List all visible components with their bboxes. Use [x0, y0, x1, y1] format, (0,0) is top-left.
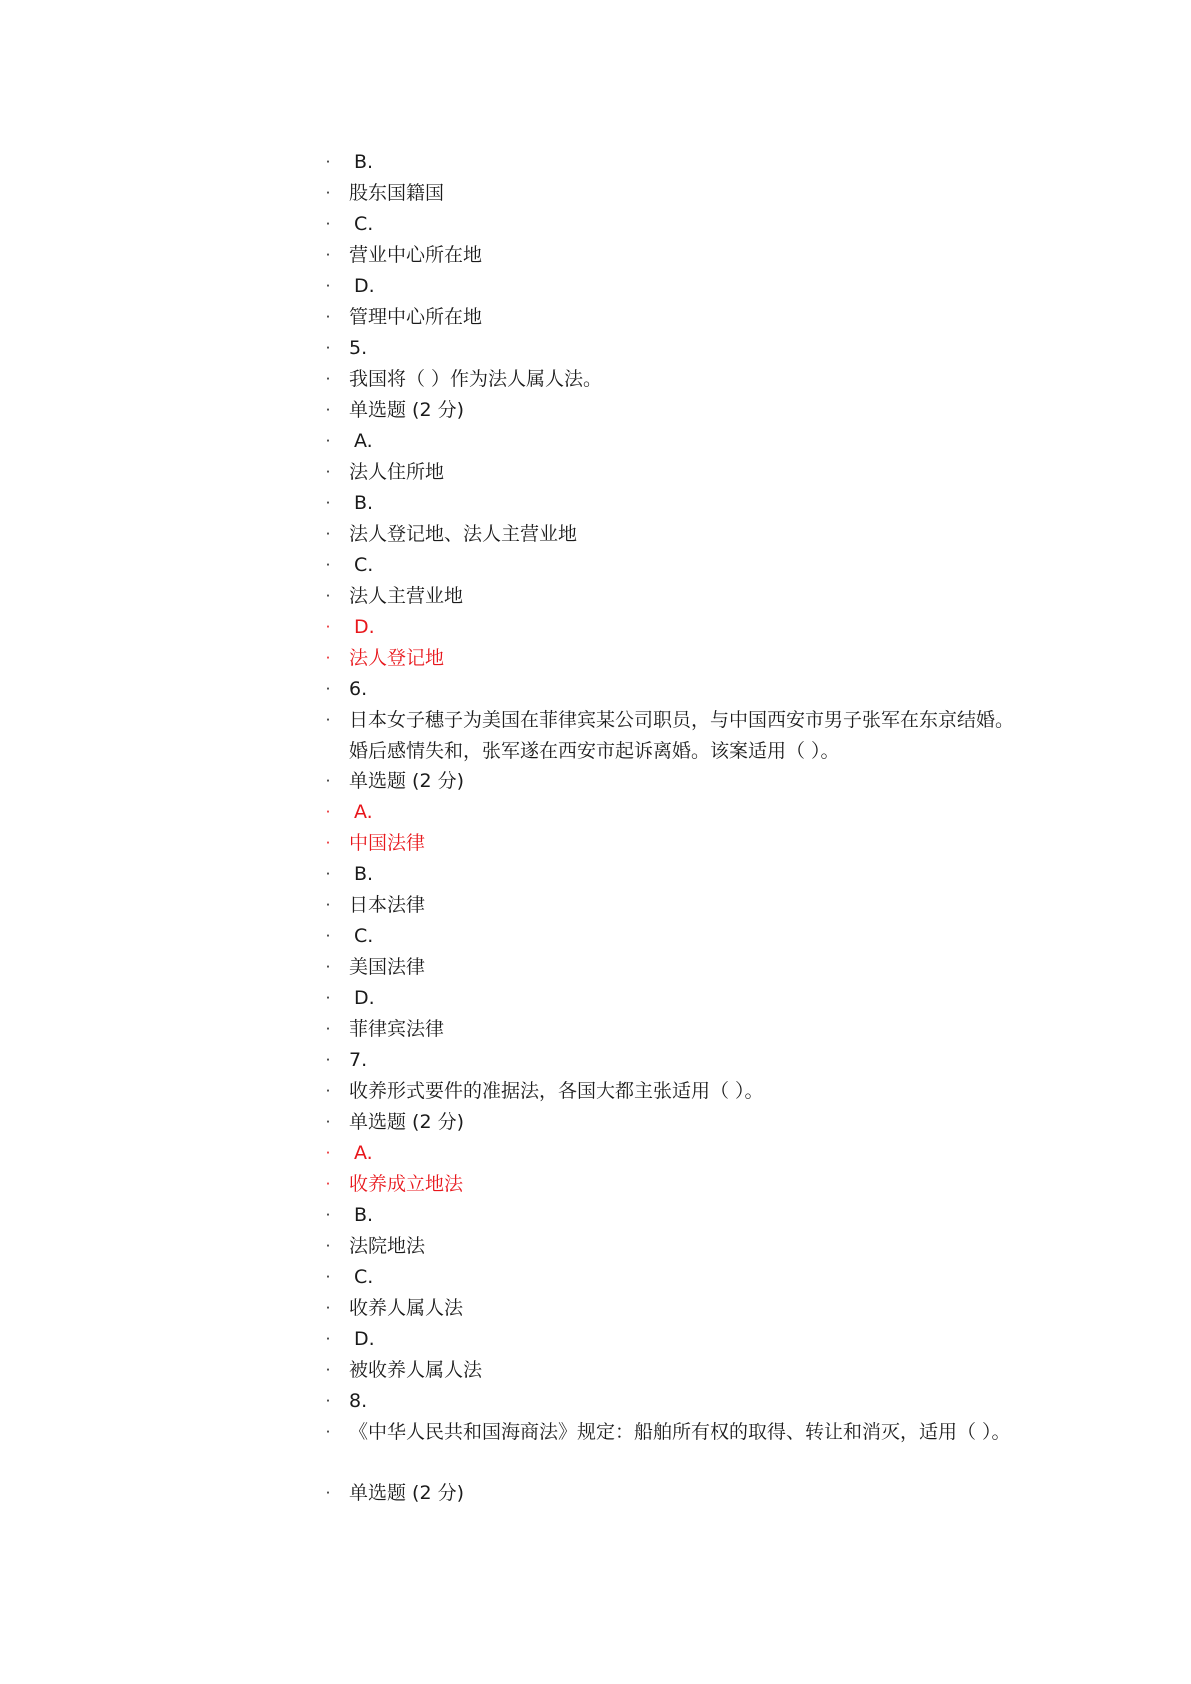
list-item-option-text	[325, 178, 1014, 209]
option-letter-text: B.	[354, 863, 374, 885]
list-item-question-type	[325, 395, 1014, 426]
bullet-dot-icon: ·	[325, 401, 331, 419]
question-type-text: 单选题 (2 分)	[349, 1482, 464, 1504]
bullet-dot-icon: ·	[325, 927, 331, 945]
list-item-question-number	[325, 333, 1014, 364]
bullet-dot-icon: ·	[325, 184, 331, 202]
option-letter-text: C.	[354, 213, 374, 235]
list-item-question-type	[325, 766, 1014, 797]
bullet-dot-icon: ·	[325, 556, 331, 574]
list-item-question-text	[325, 1417, 1014, 1448]
option-text-text: 法人登记地	[349, 647, 445, 669]
bullet-dot-icon: ·	[325, 896, 331, 914]
option-letter-text: C.	[354, 1266, 374, 1288]
option-letter-text: D.	[354, 616, 375, 638]
bullet-dot-icon: ·	[325, 1113, 331, 1131]
list-item-option-letter	[325, 147, 1014, 178]
list-item-option-letter	[325, 1324, 1014, 1355]
list-item-question-text	[325, 705, 1015, 767]
option-text-text: 法人主营业地	[349, 585, 464, 607]
option-letter-text: B.	[354, 492, 374, 514]
list-item-option-letter	[325, 209, 1014, 240]
list-item-option-text	[325, 828, 1014, 859]
list-item-option-letter	[325, 1138, 1014, 1169]
bullet-dot-icon: ·	[325, 1299, 331, 1317]
option-text-text: 被收养人属人法	[349, 1359, 483, 1381]
option-letter-text: D.	[354, 275, 375, 297]
list-item-option-text	[325, 519, 1014, 550]
list-item-option-text	[325, 240, 1014, 271]
bullet-dot-icon: ·	[325, 1082, 331, 1100]
bullet-dot-icon: ·	[325, 1175, 331, 1193]
bullet-dot-icon: ·	[325, 153, 331, 171]
list-item-question-number	[325, 1386, 1014, 1417]
list-item-option-letter	[325, 797, 1014, 828]
bullet-dot-icon: ·	[325, 370, 331, 388]
bullet-dot-icon: ·	[325, 1020, 331, 1038]
question-number-text: 5.	[349, 337, 368, 359]
list-item-option-letter	[325, 271, 1014, 302]
bullet-dot-icon: ·	[325, 432, 331, 450]
question-number-text: 7.	[349, 1049, 368, 1071]
bullet-dot-icon: ·	[325, 834, 331, 852]
bullet-dot-icon: ·	[325, 865, 331, 883]
option-text-text: 法院地法	[349, 1235, 426, 1257]
bullet-dot-icon: ·	[325, 1144, 331, 1162]
list-item-question-type	[325, 1478, 1014, 1509]
bullet-dot-icon: ·	[325, 215, 331, 233]
option-text-text: 股东国籍国	[349, 182, 445, 204]
bullet-dot-icon: ·	[325, 1361, 331, 1379]
list-item-option-text	[325, 457, 1014, 488]
list-item-option-text	[325, 952, 1014, 983]
option-text-text: 菲律宾法律	[349, 1018, 445, 1040]
option-letter-text: C.	[354, 554, 374, 576]
option-text-text: 中国法律	[349, 832, 426, 854]
option-letter-text: C.	[354, 925, 374, 947]
list-item-option-letter	[325, 983, 1014, 1014]
list-item-option-letter	[325, 859, 1014, 890]
list-item-option-text	[325, 1014, 1014, 1045]
bullet-dot-icon: ·	[325, 618, 331, 636]
list-item-question-text	[325, 364, 1014, 395]
bullet-dot-icon: ·	[325, 1268, 331, 1286]
option-text-text: 美国法律	[349, 956, 426, 978]
bullet-dot-icon: ·	[325, 1051, 331, 1069]
list-item-option-letter	[325, 612, 1014, 643]
bullet-dot-icon: ·	[325, 649, 331, 667]
list-item-option-text	[325, 890, 1014, 921]
bullet-dot-icon: ·	[325, 958, 331, 976]
bullet-dot-icon: ·	[325, 1423, 331, 1441]
option-text-text: 日本法律	[349, 894, 426, 916]
bullet-dot-icon: ·	[325, 989, 331, 1007]
list-item-option-letter	[325, 426, 1014, 457]
option-letter-text: B.	[354, 151, 374, 173]
bullet-dot-icon: ·	[325, 525, 331, 543]
list-item-option-letter	[325, 1262, 1014, 1293]
bullet-dot-icon: ·	[325, 463, 331, 481]
list-item-question-text	[325, 1076, 1014, 1107]
bullet-dot-icon: ·	[325, 246, 331, 264]
bullet-dot-icon: ·	[325, 711, 331, 729]
question-number-text: 6.	[349, 678, 368, 700]
option-text-text: 法人登记地、法人主营业地	[349, 523, 578, 545]
option-text-text: 收养成立地法	[349, 1173, 464, 1195]
bullet-dot-icon: ·	[325, 803, 331, 821]
list-item-option-letter	[325, 921, 1014, 952]
bullet-dot-icon: ·	[325, 1484, 331, 1502]
bullet-dot-icon: ·	[325, 1330, 331, 1348]
bullet-dot-icon: ·	[325, 772, 331, 790]
question-type-text: 单选题 (2 分)	[349, 399, 464, 421]
question-text-text: 收养形式要件的准据法，各国大都主张适用（ ）。	[349, 1080, 764, 1102]
option-letter-text: A.	[354, 1142, 373, 1164]
question-text-text: 《中华人民共和国海商法》规定：船舶所有权的取得、转让和消灭，适用（ ）。	[349, 1421, 1011, 1443]
bullet-dot-icon: ·	[325, 1206, 331, 1224]
list-item-option-text	[325, 581, 1014, 612]
list-item-option-text	[325, 643, 1014, 674]
bullet-dot-icon: ·	[325, 339, 331, 357]
question-text-text: 日本女子穗子为美国在菲律宾某公司职员，与中国西安市男子张军在东京结婚。婚后感情失和，张军遂在西安市起诉离婚。该案适用（ ）。	[349, 709, 1015, 762]
list-item-option-text	[325, 302, 1014, 333]
option-letter-text: D.	[354, 1328, 375, 1350]
list-item-question-number	[325, 1045, 1014, 1076]
option-text-text: 法人住所地	[349, 461, 445, 483]
bullet-dot-icon: ·	[325, 680, 331, 698]
question-text-text: 我国将（ ）作为法人属人法。	[349, 368, 603, 390]
bullet-dot-icon: ·	[325, 1392, 331, 1410]
list-item-option-text	[325, 1169, 1014, 1200]
option-letter-text: D.	[354, 987, 375, 1009]
question-type-text: 单选题 (2 分)	[349, 770, 464, 792]
list-item-option-text	[325, 1293, 1014, 1324]
question-type-text: 单选题 (2 分)	[349, 1111, 464, 1133]
list-item-question-type	[325, 1107, 1014, 1138]
bullet-dot-icon: ·	[325, 1237, 331, 1255]
option-letter-text: A.	[354, 801, 373, 823]
option-letter-text: A.	[354, 430, 373, 452]
option-text-text: 管理中心所在地	[349, 306, 483, 328]
bullet-dot-icon: ·	[325, 277, 331, 295]
option-text-text: 营业中心所在地	[349, 244, 483, 266]
list-item-option-text	[325, 1231, 1014, 1262]
list-item-question-number	[325, 674, 1014, 705]
list-item-option-text	[325, 1355, 1014, 1386]
bullet-dot-icon: ·	[325, 308, 331, 326]
option-text-text: 收养人属人法	[349, 1297, 464, 1319]
option-letter-text: B.	[354, 1204, 374, 1226]
list-item-option-letter	[325, 550, 1014, 581]
question-number-text: 8.	[349, 1390, 368, 1412]
bullet-dot-icon: ·	[325, 587, 331, 605]
bullet-dot-icon: ·	[325, 494, 331, 512]
list-item-option-letter	[325, 1200, 1014, 1231]
list-item-option-letter	[325, 488, 1014, 519]
